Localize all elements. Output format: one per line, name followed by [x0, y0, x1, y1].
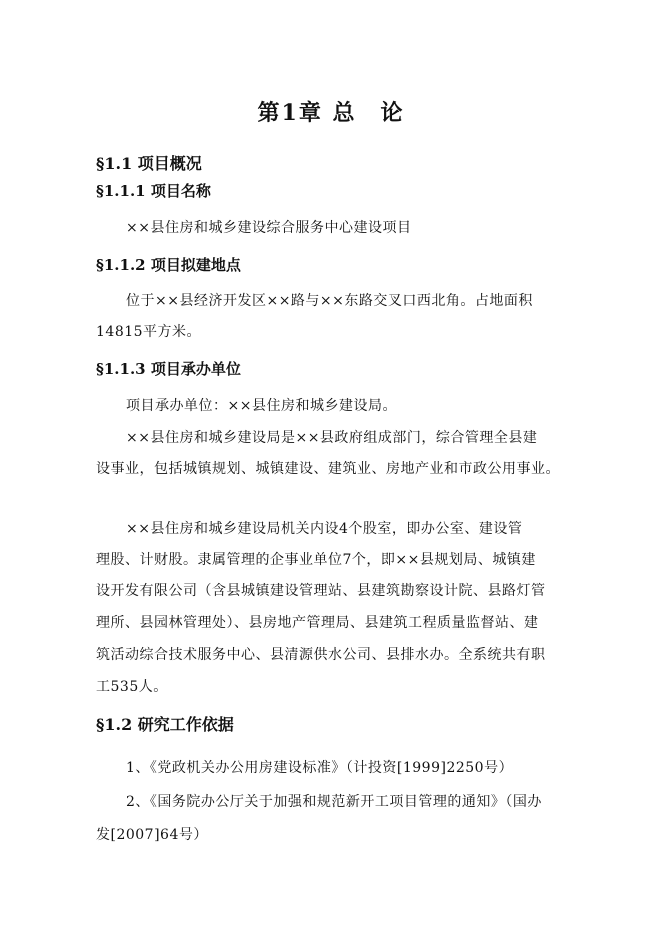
section-heading-1-2: §1.2 研究工作依据 [96, 715, 234, 734]
project-name-text: ××县住房和城乡建设综合服务中心建设项目 [126, 220, 412, 236]
section-heading-1-1-2: §1.1.2 项目拟建地点 [96, 256, 241, 274]
org-paragraph-3-line-3: 设开发有限公司（含县城镇建设管理站、县建筑勘察设计院、县路灯管 [96, 583, 546, 599]
basis-item-2-line-1: 2、《国务院办公厅关于加强和规范新开工项目管理的通知》（国办 [126, 794, 542, 810]
location-text-line-2: 14815平方米。 [96, 324, 202, 340]
org-paragraph-3-line-1: ××县住房和城乡建设局机关内设4个股室，即办公室、建设管 [126, 521, 523, 537]
section-heading-1-1: §1.1 项目概况 [96, 154, 202, 173]
section-heading-1-1-3: §1.1.3 项目承办单位 [96, 360, 241, 378]
chapter-title: 第1章 总 论 [257, 100, 405, 126]
org-paragraph-2-line-2: 设事业，包括城镇规划、城镇建设、建筑业、房地产业和市政公用事业。 [96, 461, 560, 477]
org-paragraph-3-line-4: 理所、县园林管理处）、县房地产管理局、县建筑工程质量监督站、建 [96, 615, 539, 631]
org-paragraph-3-line-6: 工535人。 [96, 679, 168, 695]
org-text-line-1: 项目承办单位：××县住房和城乡建设局。 [126, 398, 397, 414]
org-paragraph-3-line-5: 筑活动综合技术服务中心、县清源供水公司、县排水办。全系统共有职 [96, 647, 546, 663]
section-heading-1-1-1: §1.1.1 项目名称 [96, 182, 211, 200]
basis-item-1: 1、《党政机关办公用房建设标准》（计投资[1999]2250号） [126, 760, 514, 776]
basis-item-2-line-2: 发[2007]64号） [96, 827, 208, 843]
location-text-line-1: 位于××县经济开发区××路与××东路交叉口西北角。占地面积 [126, 293, 533, 309]
org-paragraph-2-line-1: ××县住房和城乡建设局是××县政府组成部门，综合管理全县建 [126, 430, 538, 446]
org-paragraph-3-line-2: 理股、计财股。隶属管理的企事业单位7个，即××县规划局、城镇建 [96, 552, 536, 568]
